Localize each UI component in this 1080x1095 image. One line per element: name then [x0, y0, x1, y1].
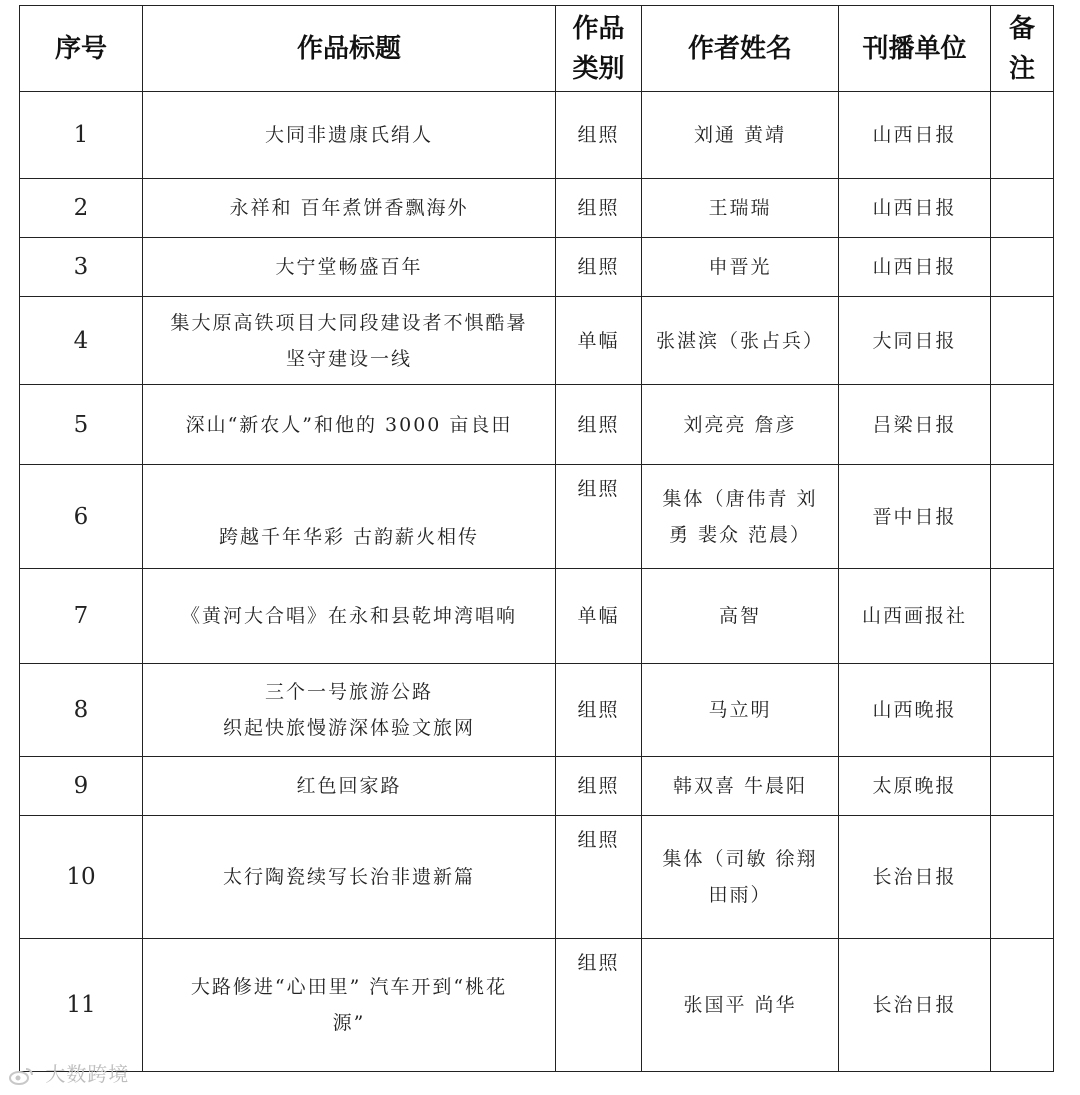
row-note — [991, 664, 1054, 757]
row-author-line: 田雨） — [708, 884, 772, 906]
row-unit: 大同日报 — [839, 297, 991, 385]
row-author — [642, 385, 839, 465]
table-row — [20, 816, 1054, 939]
row-unit: 长治日报 — [839, 816, 991, 939]
header-note-line1: 备 — [1008, 13, 1035, 44]
row-author — [642, 179, 839, 238]
row-title — [143, 939, 556, 1072]
row-category: 组照 — [556, 939, 642, 1072]
row-title-line: 源” — [332, 1012, 366, 1034]
row-note — [991, 92, 1054, 179]
table-row — [20, 569, 1054, 664]
row-title-line: 大宁堂畅盛百年 — [275, 256, 423, 278]
row-author-line: 刘亮亮 詹彦 — [683, 413, 797, 436]
table-row — [20, 179, 1054, 238]
row-title-line: 永祥和 百年煮饼香飘海外 — [229, 197, 469, 219]
header-author: 作者姓名 — [642, 6, 839, 92]
header-note — [991, 6, 1054, 92]
row-author — [642, 664, 839, 757]
row-author-line: 刘通 黄靖 — [693, 124, 787, 146]
row-title-line: 大路修进“心田里” 汽车开到“桃花 — [190, 976, 508, 998]
table-row — [20, 757, 1054, 816]
row-seq: 7 — [20, 569, 143, 664]
row-title-line: 三个一号旅游公路 — [264, 681, 433, 703]
row-title — [143, 385, 556, 465]
row-title — [143, 816, 556, 939]
header-category-line1: 作品 — [572, 13, 625, 44]
row-title — [143, 569, 556, 664]
row-unit: 长治日报 — [839, 939, 991, 1072]
header-seq: 序号 — [20, 6, 143, 92]
row-author-line: 集体（司敏 徐翔 — [662, 848, 818, 870]
weibo-logo-icon — [8, 1066, 34, 1086]
row-category: 单幅 — [556, 569, 642, 664]
header-row — [20, 6, 1054, 92]
table-row — [20, 939, 1054, 1072]
row-unit: 山西日报 — [839, 179, 991, 238]
row-note — [991, 238, 1054, 297]
row-author-line: 勇 裴众 范晨） — [668, 523, 812, 546]
row-note — [991, 569, 1054, 664]
row-unit: 山西晚报 — [839, 664, 991, 757]
table-row — [20, 664, 1054, 757]
row-author-line: 集体（唐伟青 刘 — [662, 487, 818, 510]
row-title — [143, 757, 556, 816]
header-category-line2: 类别 — [572, 53, 625, 84]
row-unit: 吕梁日报 — [839, 385, 991, 465]
header-category — [556, 6, 642, 92]
row-author-line: 申晋光 — [708, 256, 772, 278]
row-note — [991, 385, 1054, 465]
row-seq: 6 — [20, 465, 143, 569]
row-title — [143, 664, 556, 757]
row-author — [642, 465, 839, 569]
row-unit: 晋中日报 — [839, 465, 991, 569]
row-seq: 10 — [20, 816, 143, 939]
row-note — [991, 465, 1054, 569]
row-category: 组照 — [556, 385, 642, 465]
row-author-line: 张湛滨（张占兵） — [655, 329, 824, 352]
row-title-line: 《黄河大合唱》在永和县乾坤湾唱响 — [180, 605, 517, 627]
row-category: 组照 — [556, 238, 642, 297]
row-seq: 9 — [20, 757, 143, 816]
header-note-line2: 注 — [1008, 53, 1035, 84]
row-author-line: 张国平 尚华 — [683, 994, 797, 1016]
row-author — [642, 297, 839, 385]
row-category: 组照 — [556, 465, 642, 569]
row-author-line: 韩双喜 牛晨阳 — [672, 775, 808, 797]
row-author — [642, 569, 839, 664]
watermark — [8, 1058, 129, 1087]
table-row — [20, 465, 1054, 569]
row-title-line: 红色回家路 — [296, 775, 402, 797]
row-title — [143, 465, 556, 569]
table-row — [20, 238, 1054, 297]
row-title-line: 深山“新农人”和他的 3000 亩良田 — [185, 413, 513, 436]
row-seq: 11 — [20, 939, 143, 1072]
row-seq: 8 — [20, 664, 143, 757]
row-category: 组照 — [556, 664, 642, 757]
row-author — [642, 238, 839, 297]
row-category: 组照 — [556, 757, 642, 816]
row-title — [143, 179, 556, 238]
row-category: 组照 — [556, 816, 642, 939]
row-seq: 1 — [20, 92, 143, 179]
row-note — [991, 297, 1054, 385]
row-title-line: 太行陶瓷续写长治非遗新篇 — [222, 866, 475, 888]
row-author-line: 王瑞瑞 — [708, 197, 772, 219]
row-author-line: 马立明 — [708, 699, 772, 721]
row-note — [991, 757, 1054, 816]
header-title: 作品标题 — [143, 6, 556, 92]
row-category: 单幅 — [556, 297, 642, 385]
row-author — [642, 757, 839, 816]
row-title-line: 大同非遗康氏绢人 — [264, 124, 433, 146]
row-note — [991, 179, 1054, 238]
row-title — [143, 238, 556, 297]
row-category: 组照 — [556, 179, 642, 238]
row-author — [642, 939, 839, 1072]
table-row — [20, 385, 1054, 465]
row-title-line: 坚守建设一线 — [285, 347, 412, 370]
row-seq: 4 — [20, 297, 143, 385]
awards-table — [19, 5, 1054, 1072]
row-unit: 太原晚报 — [839, 757, 991, 816]
row-title-line: 集大原高铁项目大同段建设者不惧酷暑 — [170, 311, 528, 334]
row-unit: 山西日报 — [839, 92, 991, 179]
row-author-line: 高智 — [718, 605, 761, 627]
table-row — [20, 92, 1054, 179]
row-seq: 3 — [20, 238, 143, 297]
row-title — [143, 297, 556, 385]
row-seq: 2 — [20, 179, 143, 238]
row-note — [991, 816, 1054, 939]
row-title-line: 跨越千年华彩 古韵薪火相传 — [218, 525, 480, 548]
row-category: 组照 — [556, 92, 642, 179]
row-title — [143, 92, 556, 179]
row-unit: 山西画报社 — [839, 569, 991, 664]
row-unit: 山西日报 — [839, 238, 991, 297]
row-note — [991, 939, 1054, 1072]
watermark-text: 大数跨境 — [45, 1062, 130, 1086]
row-author — [642, 92, 839, 179]
row-author — [642, 816, 839, 939]
table-row — [20, 297, 1054, 385]
row-title-line: 织起快旅慢游深体验文旅网 — [222, 717, 475, 739]
row-seq: 5 — [20, 385, 143, 465]
header-unit: 刊播单位 — [839, 6, 991, 92]
